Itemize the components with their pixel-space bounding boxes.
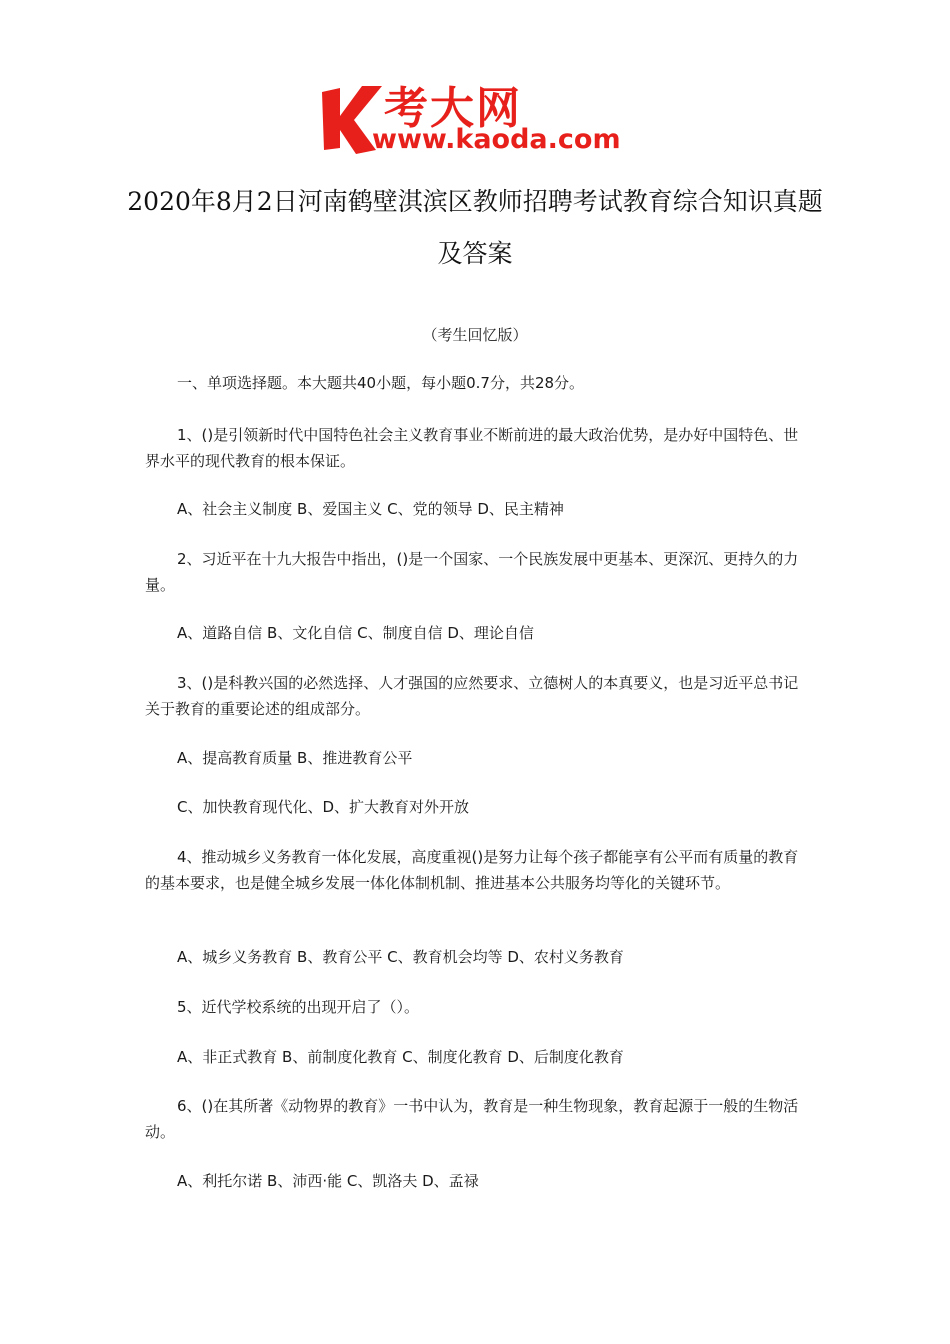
logo-brand-cn: 考大网	[384, 83, 522, 134]
page-title: 2020年8月2日河南鹤壁淇滨区教师招聘考试教育综合知识真题及答案	[127, 187, 823, 268]
question-4: 4、推动城乡义务教育一体化发展，高度重视()是努力让每个孩子都能享有公平而有质量的教育的基本要求，也是健全城乡发展一体化体制机制、推进基本公共服务均等化的关键环节。	[145, 848, 799, 892]
question-5-options: A、非正式教育 B、前制度化教育 C、制度化教育 D、后制度化教育	[177, 1048, 624, 1066]
question-5: 5、近代学校系统的出现开启了（）。	[177, 998, 420, 1016]
section-heading: 一、单项选择题。本大题共40小题，每小题0.7分，共28分。	[177, 374, 585, 392]
question-6-options: A、利托尔诺 B、沛西·能 C、凯洛夫 D、孟禄	[177, 1172, 479, 1190]
question-3: 3、()是科教兴国的必然选择、人才强国的应然要求、立德树人的本真要义，也是习近平总书记关于教育的重要论述的组成部分。	[145, 674, 799, 718]
question-3-options-a: A、提高教育质量 B、推进教育公平	[177, 749, 413, 767]
logo-brand-url: www.kaoda.com	[372, 124, 621, 155]
question-4-options: A、城乡义务教育 B、教育公平 C、教育机会均等 D、农村义务教育	[177, 948, 624, 966]
kaoda-logo[interactable]	[318, 78, 640, 158]
page-subtitle: （考生回忆版）	[422, 326, 528, 344]
question-1-options: A、社会主义制度 B、爱国主义 C、党的领导 D、民主精神	[177, 500, 564, 518]
question-3-options-b: C、加快教育现代化、D、扩大教育对外开放	[177, 798, 470, 816]
question-2: 2、习近平在十九大报告中指出，()是一个国家、一个民族发展中更基本、更深沉、更持久的力量。	[145, 550, 799, 594]
question-6: 6、()在其所著《动物界的教育》一书中认为，教育是一种生物现象，教育起源于一般的生物活动。	[145, 1097, 799, 1141]
question-2-options: A、道路自信 B、文化自信 C、制度自信 D、理论自信	[177, 624, 534, 642]
question-1: 1、()是引领新时代中国特色社会主义教育事业不断前进的最大政治优势，是办好中国特色、世界水平的现代教育的根本保证。	[145, 426, 799, 470]
